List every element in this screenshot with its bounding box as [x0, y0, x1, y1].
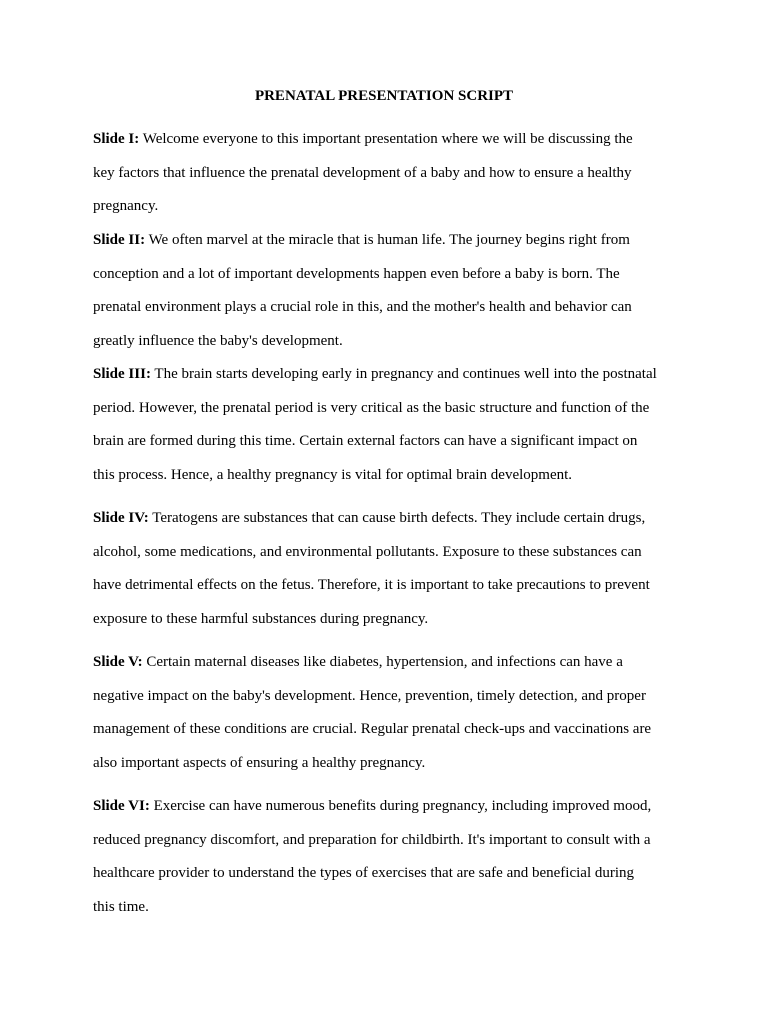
paragraph-line: healthcare provider to understand the types of exercises that are safe and beneficial during: [93, 865, 635, 882]
paragraph-line: conception and a lot of important developments happen even before a baby is born. The: [93, 265, 620, 282]
paragraph-line: this time.: [93, 898, 149, 915]
paragraph-text: Welcome everyone to this important presentation where we will be discussing the: [139, 131, 633, 147]
slide-label: Slide IV:: [93, 510, 149, 526]
document-title: PRENATAL PRESENTATION SCRIPT: [254, 88, 514, 104]
paragraph-line: have detrimental effects on the fetus. Therefore, it is important to take precautions to prevent: [93, 577, 650, 594]
paragraph-slide-2: [93, 230, 693, 364]
paragraph-line: pregnancy.: [93, 198, 159, 215]
paragraph-line: key factors that influence the prenatal development of a baby and how to ensure a healthy: [93, 164, 632, 181]
paragraph-text: The brain starts developing early in pregnancy and continues well into the postnatal: [150, 366, 657, 382]
paragraph-slide-3: [93, 364, 693, 498]
paragraph-line: period. However, the prenatal period is very critical as the basic structure and function of the: [93, 399, 650, 416]
paragraph-slide-1: [93, 129, 693, 230]
slide-label: Slide VI:: [93, 798, 150, 814]
paragraph-line: alcohol, some medications, and environmental pollutants. Exposure to these substances can: [93, 543, 642, 560]
paragraph-text: We often marvel at the miracle that is human life. The journey begins right from: [145, 232, 630, 248]
paragraph-line: prenatal environment plays a crucial role in this, and the mother's health and behavior can: [93, 299, 632, 316]
paragraph-line: this process. Hence, a healthy pregnancy is vital for optimal brain development.: [93, 466, 573, 483]
paragraph-line: [93, 652, 693, 686]
paragraph-line: [93, 230, 693, 264]
paragraph-line: [93, 796, 693, 830]
slide-label: Slide V:: [93, 654, 143, 670]
paragraph-text: Exercise can have numerous benefits during pregnancy, including improved mood,: [149, 798, 652, 814]
paragraph-line: exposure to these harmful substances during pregnancy.: [93, 610, 429, 627]
paragraph-line: [93, 129, 693, 163]
paragraph-line: also important aspects of ensuring a healthy pregnancy.: [93, 754, 426, 771]
paragraph-text: Certain maternal diseases like diabetes, hypertension, and infections can have a: [142, 654, 623, 670]
paragraph-slide-6: [93, 796, 693, 930]
slide-label: Slide III:: [93, 366, 151, 382]
paragraph-line: greatly influence the baby's development.: [93, 332, 343, 349]
paragraph-line: [93, 508, 693, 542]
paragraph-line: [93, 364, 693, 398]
paragraph-text: Teratogens are substances that can cause birth defects. They include certain drugs,: [148, 510, 646, 526]
paragraph-line: management of these conditions are crucial. Regular prenatal check-ups and vaccinations are: [93, 721, 652, 738]
paragraph-slide-5: [93, 652, 693, 786]
paragraph-line: brain are formed during this time. Certain external factors can have a significant impact on: [93, 433, 638, 450]
paragraph-line: reduced pregnancy discomfort, and preparation for childbirth. It's important to consult with a: [93, 831, 651, 848]
slide-label: Slide I:: [93, 131, 140, 147]
paragraph-line: negative impact on the baby's development. Hence, prevention, timely detection, and proper: [93, 687, 646, 704]
slide-label: Slide II:: [93, 232, 146, 248]
paragraph-slide-4: [93, 508, 693, 642]
